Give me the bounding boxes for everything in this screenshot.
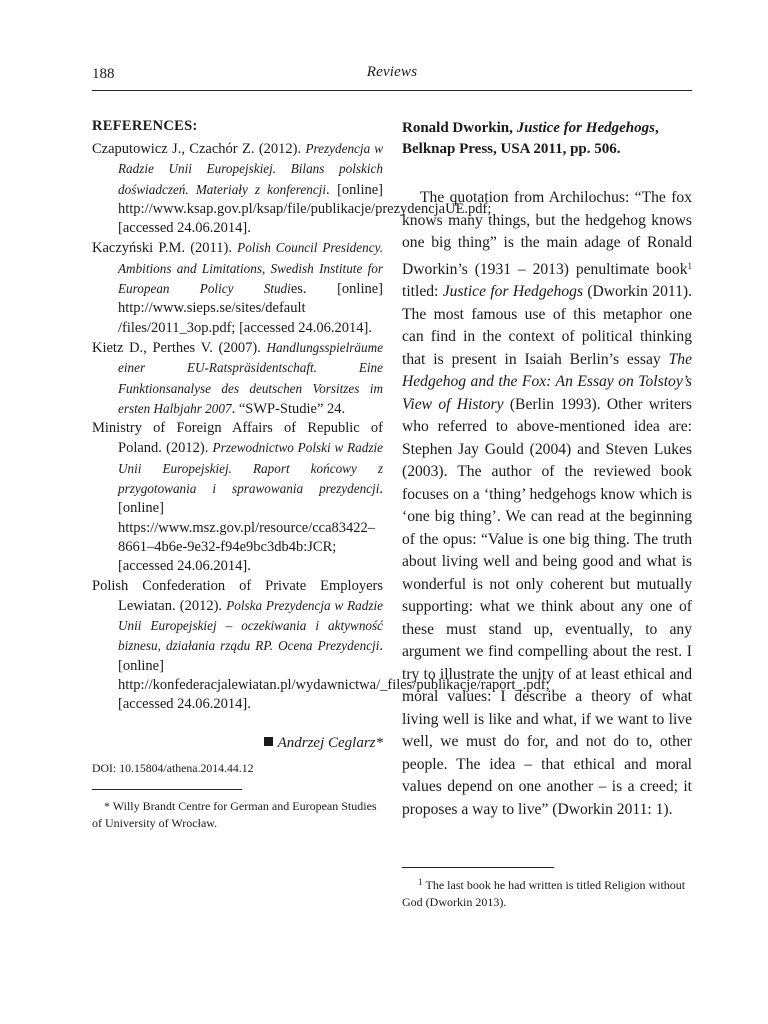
footnote-divider	[92, 789, 242, 790]
review-body: The quotation from Archilochus: “The fox knows many things, but the hedgehog knows one big thing” is the main adage of Ronald Dworkin’s (1931 – 2013) penultimate book$^1$ titled: Justice for Hedgehogs (Dworkin 2011). The most famous use of this metaphor one can find in the context of political thinking that is present in Isaiah Berlin’s essay The Hedgehog and the Fox: An Essay on Tolstoy’s View of History (Berlin 1993). Other writers who referred to above-mentioned idea are: Stephen Jay Gould (2004) and Steven Lukes (2003). The author of the reviewed book focuses on a ‘thing’ hedgehogs know which is ‘one big thing’. We can read at the beginning of the opus: “Value is one big thing. The truth about living well and being good and what is wonderful is not only coherent but mutually supporting: what we think about any one of these must stand up, eventually, to any argument we find compelling about the rest. I try to illustrate the unity of at least ethical and moral values: I describe a theory of what living well is like and what, if we want to live well, we must do for, and not do to, other people. The idea – that ethical and moral values depend on one another – is a creed; it proposes a way to live” (Dworkin 2011: 1).	[402, 189, 692, 818]
references-heading: REFERENCES:	[92, 118, 198, 134]
reference-item: Ministry of Foreign Affairs of Republic of Poland. (2012). Przewodnictwo Polski w Radzie Unii Europejskiej. Raport końcowy z przygotowania i sprawowania prezydencji. [online] https://www.msz.gov.pl/resource/cca83422–8661–4b6e-9e32-f94e9bc3db4b:JCR; [accessed 24.06.2014].	[92, 420, 383, 575]
running-head: Reviews	[366, 64, 418, 80]
reviewer-signature: Andrzej Ceglarz*	[92, 735, 383, 752]
footnote-reference: 1	[687, 260, 692, 271]
doi: DOI: 10.15804/athena.2014.44.12	[92, 760, 254, 775]
page-header	[92, 62, 692, 91]
footnote-divider	[402, 867, 554, 868]
reference-item: Czaputowicz J., Czachór Z. (2012). Prezydencja w Radzie Unii Europejskiej. Bilans polskich doświadczeń. Materiały z konferencji. [online] http://www.ksap.gov.pl/ksap/file/publikacje/prezydencjaUE.pdf; [accessed 24.06.2014].	[92, 141, 492, 237]
right-column	[402, 118, 692, 911]
book-footnote: $^1$ The last book he had written is titled Religion without God (Dworkin 2013).	[402, 877, 686, 909]
review-title: Ronald Dworkin, Justice for Hedgehogs, Belknap Press, USA 2011, pp. 506.	[402, 120, 659, 157]
page-number: 188	[92, 66, 115, 82]
reference-item: Kietz D., Perthes V. (2007). Handlungsspielräume einer EU-Ratspräsidentschaft. Eine Funktionsanalyse des deutschen Vorsitzes im ersten Halbjahr 2007. “SWP-Studie” 24.	[92, 339, 383, 417]
reference-item: Kaczyński P.M. (2011). Polish Council Presidency. Ambitions and Limitations, Swedish Institute for European Policy Studies. [online] http://www.sieps.se/sites/default /files/2011_3op.pdf; [accessed 24.06.2014].	[92, 240, 384, 336]
square-bullet-icon	[264, 737, 273, 746]
reference-item: Polish Confederation of Private Employers Lewiatan. (2012). Polska Prezydencja w Radzie Unii Europejskiej – oczekiwania i aktywność biznesu, działania rządu RP. Ocena Prezydencji. [online] http://konfederacjalewiatan.pl/wydawnictwa/_files/publikacje/raport_.pdf; [accessed 24.06.2014].	[92, 577, 550, 713]
author-footnote: * Willy Brandt Centre for German and European Studies of University of Wrocław.	[92, 798, 377, 831]
